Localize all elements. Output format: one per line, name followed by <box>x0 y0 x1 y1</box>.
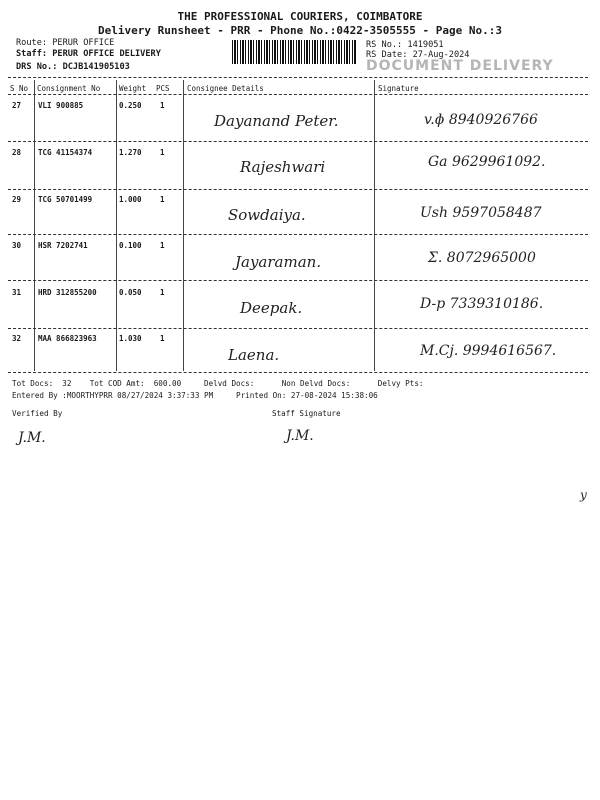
route-label: Route: PERUR OFFICE <box>16 38 115 48</box>
row-weight: 1.000 <box>119 195 142 204</box>
entered-by-line: Entered By :MOORTHYPRR 08/27/2024 3:37:33 PM Printed On: 27-08-2024 15:38:06 <box>12 391 378 400</box>
row-pcs: 1 <box>160 288 165 297</box>
row-weight: 0.050 <box>119 288 142 297</box>
consignee-signature: M.Cj. 9994616567. <box>420 343 557 359</box>
company-name: THE PROFESSIONAL COURIERS, COIMBATORE <box>177 10 423 23</box>
column-header-pcs: PCS <box>156 84 170 93</box>
rs-date: RS Date: 27-Aug-2024 <box>366 50 470 60</box>
divider <box>8 94 588 95</box>
row-consignment: TCG 41154374 <box>38 148 93 157</box>
column-header-weight: Weight <box>119 84 147 93</box>
consignee-name: Jayaraman. <box>235 253 322 271</box>
row-pcs: 1 <box>160 101 165 110</box>
row-pcs: 1 <box>160 195 165 204</box>
drs-number: DRS No.: DCJB141905103 <box>16 62 130 72</box>
row-consignment: HRD 312855200 <box>38 288 97 297</box>
column-header-signature: Signature <box>378 84 419 93</box>
row-weight: 1.270 <box>119 148 142 157</box>
column-header-sno: S No <box>10 84 29 93</box>
column-header-consignment: Consignment No <box>37 84 101 93</box>
column-header-consignee: Consignee Details <box>187 84 264 93</box>
runsheet-subtitle: Delivery Runsheet - PRR - Phone No.:0422-3505555 - Page No.:3 <box>98 24 502 37</box>
row-weight: 0.100 <box>119 241 142 250</box>
row-divider <box>8 372 588 373</box>
row-divider <box>8 141 588 142</box>
row-divider <box>8 328 588 329</box>
row-sno: 28 <box>12 148 22 157</box>
totals-line: Tot Docs: 32 Tot COD Amt: 600.00 Delvd Docs: Non Delvd Docs: Delvy Pts: <box>12 379 424 388</box>
row-weight: 0.250 <box>119 101 142 110</box>
staff-label: Staff: PERUR OFFICE DELIVERY <box>16 49 161 59</box>
row-sno: 31 <box>12 288 22 297</box>
staff-signature-label: Staff Signature <box>272 409 341 418</box>
consignee-name: Sowdaiya. <box>228 206 306 224</box>
barcode <box>232 40 357 64</box>
row-consignment: VLI 900885 <box>38 101 84 110</box>
consignee-signature: D-p 7339310186. <box>420 296 544 312</box>
document-delivery-stamp: DOCUMENT DELIVERY <box>366 58 554 74</box>
consignee-signature: Σ. 8072965000 <box>428 250 536 266</box>
row-consignment: TCG 50701499 <box>38 195 93 204</box>
row-pcs: 1 <box>160 334 165 343</box>
row-pcs: 1 <box>160 148 165 157</box>
row-divider <box>8 280 588 281</box>
verified-by-label: Verified By <box>12 409 63 418</box>
row-divider <box>8 189 588 190</box>
consignee-name: Dayanand Peter. <box>214 112 339 130</box>
row-weight: 1.030 <box>119 334 142 343</box>
staff-initials: J.M. <box>286 428 314 444</box>
row-sno: 29 <box>12 195 22 204</box>
divider <box>8 77 588 78</box>
consignee-name: Deepak. <box>240 299 303 317</box>
row-divider <box>8 234 588 235</box>
row-pcs: 1 <box>160 241 165 250</box>
consignee-signature: Ga 9629961092. <box>428 154 546 170</box>
row-consignment: HSR 7202741 <box>38 241 88 250</box>
row-sno: 30 <box>12 241 22 250</box>
row-consignment: MAA 866823963 <box>38 334 97 343</box>
rs-number: RS No.: 1419051 <box>366 40 444 50</box>
consignee-name: Rajeshwari <box>240 158 326 176</box>
margin-mark: y <box>580 488 587 502</box>
consignee-signature: Ush 9597058487 <box>420 205 542 221</box>
consignee-signature: v.ɸ 8940926766 <box>424 112 538 128</box>
consignee-name: Laena. <box>228 346 280 364</box>
row-sno: 27 <box>12 101 22 110</box>
verified-initials: J.M. <box>18 430 46 446</box>
row-sno: 32 <box>12 334 22 343</box>
